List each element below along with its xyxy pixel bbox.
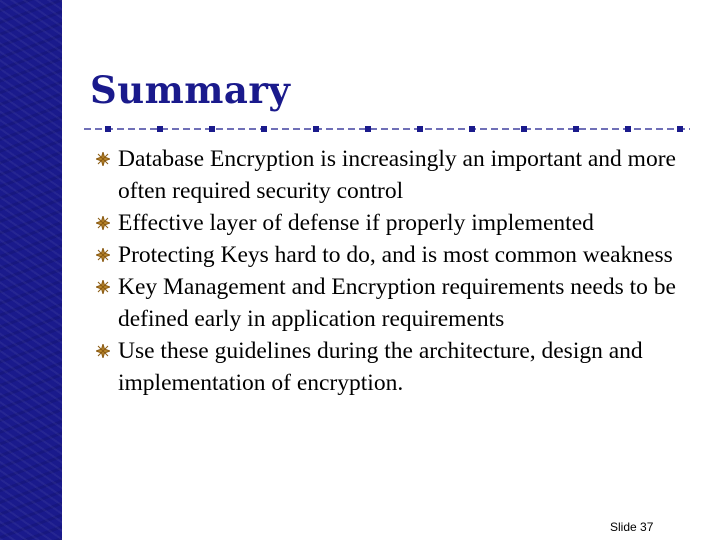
bullet-item <box>96 335 696 399</box>
slide-number: Slide 37 <box>610 520 654 534</box>
bullet-item <box>96 239 696 271</box>
bullet-item <box>96 271 696 335</box>
starburst-bullet-icon <box>96 216 110 230</box>
starburst-bullet-icon <box>96 248 110 262</box>
bullet-list <box>96 143 696 399</box>
starburst-bullet-icon <box>96 280 110 294</box>
bullet-item <box>96 143 696 207</box>
title-divider <box>84 122 690 136</box>
slide-title: Summary <box>90 68 291 112</box>
bullet-text: Use these guidelines during the architecture, design and implementation of encryption. <box>118 338 643 396</box>
bullet-text: Key Management and Encryption requirements needs to be defined early in application requirements <box>118 274 676 332</box>
starburst-bullet-icon <box>96 152 110 166</box>
bullet-item <box>96 207 696 239</box>
starburst-bullet-icon <box>96 344 110 358</box>
bullet-text: Protecting Keys hard to do, and is most common weakness <box>118 242 673 268</box>
sidebar-decoration <box>0 0 62 540</box>
bullet-text: Effective layer of defense if properly implemented <box>118 210 594 236</box>
bullet-text: Database Encryption is increasingly an important and more often required security control <box>118 146 676 204</box>
